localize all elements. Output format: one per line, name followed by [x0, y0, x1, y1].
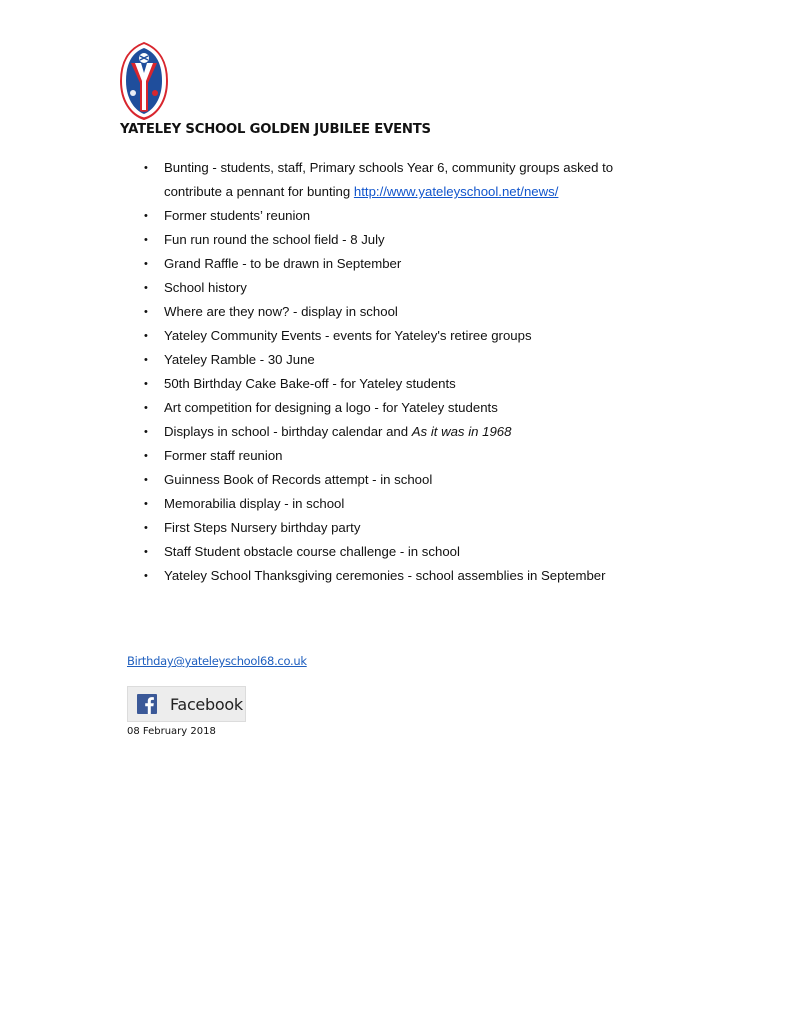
bullet: • [144, 162, 148, 174]
bullet: • [144, 258, 148, 270]
list-item [120, 228, 640, 252]
bullet: • [144, 546, 148, 558]
bullet: • [144, 306, 148, 318]
list-item [120, 324, 640, 348]
list-item [120, 396, 640, 420]
bullet: • [144, 354, 148, 366]
bullet: • [144, 522, 148, 534]
event-text-italic: As it was in 1968 [411, 424, 512, 439]
event-text: Yateley School Thanksgiving ceremonies - school assemblies in September [164, 568, 606, 583]
bullet: • [144, 378, 148, 390]
list-item [120, 492, 640, 516]
list-item [120, 252, 640, 276]
list-item [120, 516, 640, 540]
facebook-icon [137, 694, 157, 714]
event-text: Yateley Community Events - events for Yateley's retiree groups [164, 328, 532, 343]
bullet: • [144, 474, 148, 486]
bullet: • [144, 498, 148, 510]
facebook-label: Facebook [170, 694, 243, 714]
event-text: Former students’ reunion [164, 208, 311, 223]
list-item [120, 444, 640, 468]
event-text: School history [164, 280, 247, 295]
list-item [120, 468, 640, 492]
event-text: Memorabilia display - in school [164, 496, 345, 511]
event-text: Yateley Ramble - 30 June [164, 352, 315, 367]
bullet: • [144, 570, 148, 582]
event-text: Grand Raffle - to be drawn in September [164, 256, 402, 271]
list-item [120, 348, 640, 372]
bullet: • [144, 426, 148, 438]
bullet: • [144, 402, 148, 414]
document-date: 08 February 2018 [127, 726, 216, 737]
school-crest-icon [119, 41, 169, 121]
news-link[interactable]: http://www.yateleyschool.net/news/ [353, 184, 559, 199]
event-text: Guinness Book of Records attempt - in school [164, 472, 433, 487]
event-text: Art competition for designing a logo - for Yateley students [164, 400, 498, 415]
list-item [120, 276, 640, 300]
events-list [120, 156, 640, 588]
event-text: First Steps Nursery birthday party [164, 520, 361, 535]
list-item [120, 372, 640, 396]
event-text-continued [164, 180, 640, 204]
bullet: • [144, 450, 148, 462]
bullet: • [144, 234, 148, 246]
bullet: • [144, 210, 148, 222]
bullet: • [144, 282, 148, 294]
event-text: Fun run round the school field - 8 July [164, 232, 385, 247]
list-item [120, 540, 640, 564]
event-text: Former staff reunion [164, 448, 283, 463]
list-item [120, 300, 640, 324]
bullet: • [144, 330, 148, 342]
event-text: Where are they now? - display in school [164, 304, 398, 319]
email-link[interactable]: Birthday@yateleyschool68.co.uk [127, 654, 307, 668]
event-text: Staff Student obstacle course challenge - in school [164, 544, 460, 559]
event-text: Bunting - students, staff, Primary schools Year 6, community groups asked to [164, 160, 614, 175]
document-title: YATELEY SCHOOL GOLDEN JUBILEE EVENTS [120, 122, 431, 137]
event-text: 50th Birthday Cake Bake-off - for Yateley students [164, 376, 456, 391]
event-text-part: contribute a pennant for bunting [164, 184, 354, 199]
list-item [120, 564, 640, 588]
list-item [120, 204, 640, 228]
event-text: Displays in school - birthday calendar and [164, 424, 412, 439]
list-item [120, 156, 640, 204]
facebook-button[interactable] [127, 686, 246, 722]
list-item [120, 420, 640, 444]
